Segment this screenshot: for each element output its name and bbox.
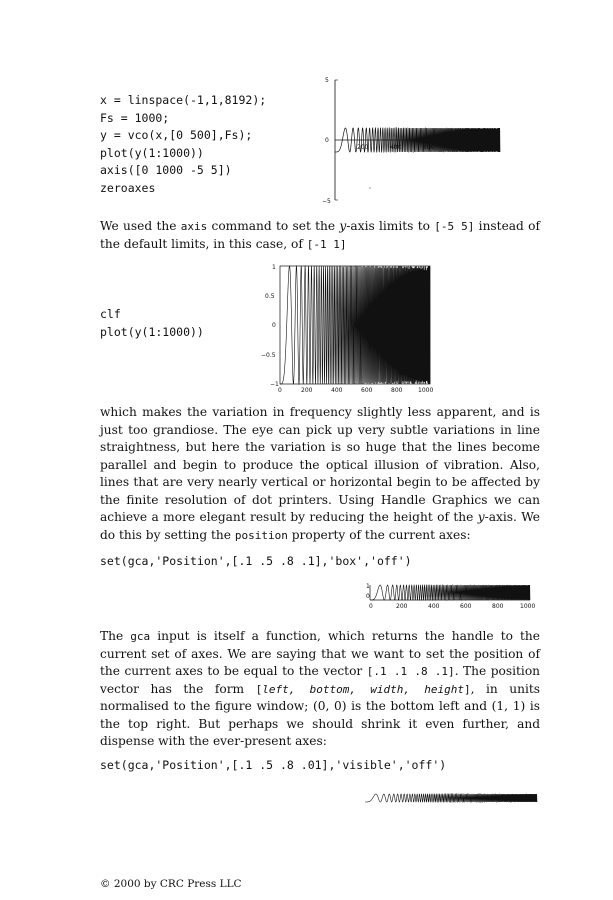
code-line: plot(y(1:1000)) [100,324,204,339]
italic-text: y [477,510,485,524]
plot-flattened [366,583,540,613]
copyright-footer: © 2000 by CRC Press LLC [100,878,242,890]
text: input is itself a function, which returns the handle to the current set of axes. We are saying that we want to set the position of the current axes to be equal to the vector [100,629,540,678]
x-tick-label: 600 [361,387,373,394]
x-tick-label: 1000 [520,603,536,610]
x-tick-label: 200 [357,144,369,151]
code-line: axis([0 1000 -5 5]) [100,163,232,178]
code-line: zeroaxes [100,180,156,195]
x-tick-label: 1000 [418,387,434,394]
x-tick-label: 400 [331,387,343,394]
text: instead of the default limits, in this case, of [100,219,540,251]
x-tick-label: 200 [301,387,313,394]
text: -axis. We do this by setting the [100,510,540,542]
y-tick-label: 0 [325,137,329,144]
italic-text: y [339,219,347,233]
text: The [100,629,131,643]
y-tick-label: 0.5 [265,293,275,300]
x-tick-label: 800 [456,144,468,151]
text: which makes the variation in frequency slightly less apparent, and is just too grandiose. The eye can pick up very subtle variations in line straightness, but here the variation is so huge that the lines become parallel and begin to produce the optical illusion of vibration. Also, lines that are very nearly vertical or horizontal begin to be affected by the finite resolution of dot printers. Using Handle Graphics we can achieve a more elegant result by reducing the height of the [100,405,540,524]
code-block-2 [100,306,204,341]
code-block-1 [100,92,266,198]
code-line: set(gca,'Position',[.1 .5 .8 .01],'visible','off') [100,758,447,772]
code-line: Fs = 1000; [100,110,170,125]
code-line: y = vco(x,[0 500],Fs); [100,128,253,143]
code-line: x = linspace(-1,1,8192); [100,93,267,107]
x-tick-label: 800 [492,603,504,610]
x-tick-label: 0 [278,387,282,394]
plot-boxed [261,264,440,396]
text: . The position vector has the form [100,664,541,696]
x-tick-label: 800 [391,387,403,394]
code-line: plot(y(1:1000)) [100,145,204,160]
code-block-4 [100,757,446,775]
x-tick-label: 400 [428,603,440,610]
stray-dot [369,187,370,188]
x-tick-label: 600 [423,144,435,151]
code-line: set(gca,'Position',[.1 .5 .8 .1],'box','off') [100,554,412,568]
text: property of the current axes: [287,527,471,542]
y-tick-label: −1 [270,381,279,388]
inline-code: [ [255,682,263,696]
x-tick-label: 400 [390,144,402,151]
inline-code: axis [180,220,208,233]
text: , in units normalised to the figure window; (0, 0) is the bottom left and (1, 1) is the top right. But perhaps we should shrink it even further, and dispense with the ever-present axes: [100,681,540,748]
y-tick-label: 1 [272,264,276,271]
paragraph-3 [100,628,540,751]
y-tick-label: 5 [325,77,329,84]
y-tick-label: 1 [366,583,370,590]
y-tick-label: 0 [366,593,370,600]
text: -axis limits to [346,219,435,233]
inline-code: [.1 .1 .8 .1] [366,665,455,678]
paragraph-2 [100,404,540,544]
inline-code: [-5 5] [434,220,475,233]
code-line: clf [100,307,121,321]
x-tick-label: 200 [396,603,408,610]
text: command to set the [207,219,340,233]
inline-code: gca [130,630,151,643]
inline-code: ] [463,682,471,696]
code-block-3 [100,553,412,571]
plot-invisible-axes [365,790,540,804]
y-tick-label: 0 [272,322,276,329]
x-tick-label: 0 [369,603,373,610]
text: We used the [100,219,181,233]
chirp-line [370,585,530,600]
x-tick-label: 600 [460,603,472,610]
y-tick-label: −0.5 [261,352,276,359]
chirp-line [280,266,430,384]
plot-zeroaxes [322,70,540,210]
inline-code: position [234,528,288,542]
inline-code: [-1 1] [306,237,347,251]
paragraph-1 [100,218,540,253]
y-tick-label: −5 [322,198,331,205]
inline-code-italic: left, bottom, width, height [262,682,464,696]
chirp-line [365,794,537,802]
chirp-line [335,128,500,152]
x-tick-label: 1000 [485,144,501,151]
